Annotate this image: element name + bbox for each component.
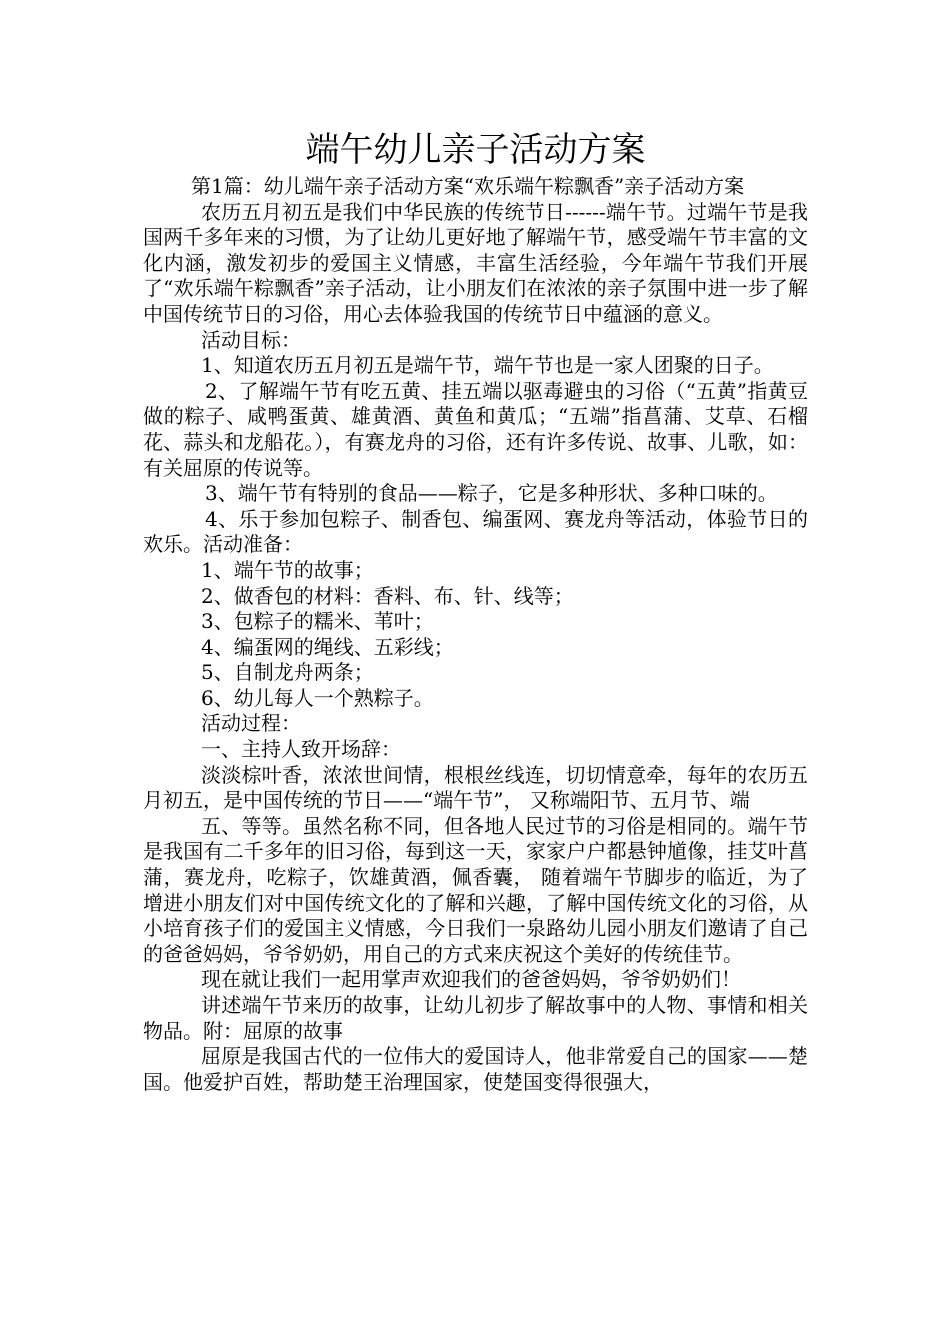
prep-item-1: 1、端午节的故事； bbox=[201, 557, 374, 582]
chapter-heading: 第1篇：幼儿端午亲子活动方案“欢乐端午粽飘香”亲子活动方案 bbox=[191, 174, 745, 198]
process-step-1: 一、主持人致开场辞： bbox=[201, 737, 401, 762]
quyuan-story-paragraph: 屈原是我国古代的一位伟大的爱国诗人，他非常爱自己的国家——楚国。他爱护百姓，帮助楚王治理国家，使楚国变得很强大， bbox=[143, 1044, 808, 1094]
document-page bbox=[143, 128, 808, 1095]
prep-item-5: 5、自制龙舟两条； bbox=[201, 660, 374, 685]
story-intro-paragraph: 讲述端午节来历的故事，让幼儿初步了解故事中的人物、事情和相关物品。附：屈原的故事 bbox=[143, 993, 808, 1043]
goal-item-1: 1、知道农历五月初五是端午节，端午节也是一家人团聚的日子。 bbox=[201, 353, 774, 378]
opening-speech-paragraph: 淡淡棕叶香，浓浓世间情，根根丝线连，切切情意牵，每年的农历五月初五，是中国传统的节日——“端午节”， 又称端阳节、五月节、端 bbox=[143, 762, 808, 813]
customs-paragraph: 五、等等。虽然名称不同，但各地人民过节的习俗是相同的。端午节是我国有二千多年的旧习俗，每到这一天，家家户户都悬钟馗像，挂艾叶菖蒲，赛龙舟，吃粽子，饮雄黄酒，佩香囊， 随着端午节脚步的临近，为了增进小朋友们对中国传统文化的了解和兴趣，了解中国传统文化的习俗，从小培育孩子们的爱国主义情感，今日我们一泉路幼儿园小朋友们邀请了自己的爸爸妈妈，爷爷奶奶，用自己的方式来庆祝这个美好的传统佳节。 bbox=[143, 813, 808, 966]
prep-item-2: 2、做香包的材料：香料、布、针、线等； bbox=[201, 583, 574, 608]
process-heading: 活动过程： bbox=[201, 711, 301, 736]
goal-item-4: 4、乐于参加包粽子、制香包、编蛋网、赛龙舟等活动，体验节日的欢乐。活动准备： bbox=[143, 506, 808, 557]
welcome-paragraph: 现在就让我们一起用掌声欢迎我们的爸爸妈妈，爷爷奶奶们！ bbox=[201, 967, 741, 992]
goal-item-2: 2、了解端午节有吃五黄、挂五端以驱毒避虫的习俗（“五黄”指黄豆做的粽子、咸鸭蛋黄、雄黄酒、黄鱼和黄瓜；“五端”指菖蒲、艾草、石榴花、蒜头和龙船花。），有赛龙舟的习俗，还有许多传说、故事、儿歌，如：有关屈原的传说等。 bbox=[143, 378, 808, 480]
prep-item-6: 6、幼儿每人一个熟粽子。 bbox=[201, 685, 434, 710]
prep-item-4: 4、编蛋网的绳线、五彩线； bbox=[201, 634, 454, 659]
intro-paragraph: 农历五月初五是我们中华民族的传统节日------端午节。过端午节是我国两千多年来的习惯，为了让幼儿更好地了解端午节，感受端午节丰富的文化内涵，激发初步的爱国主义情感，丰富生活经验，今年端午节我们开展了“欢乐端午粽飘香”亲子活动，让小朋友们在浓浓的亲子氛围中进一步了解中国传统节日的习俗，用心去体验我国的传统节日中蕴涵的意义。 bbox=[143, 199, 808, 326]
document-title: 端午幼儿亲子活动方案 bbox=[305, 130, 646, 170]
prep-item-3: 3、包粽子的糯米、苇叶； bbox=[201, 609, 434, 634]
goals-heading: 活动目标： bbox=[201, 327, 301, 352]
goal-item-3: 3、端午节有特别的食品——粽子，它是多种形状、多种口味的。 bbox=[205, 481, 778, 506]
